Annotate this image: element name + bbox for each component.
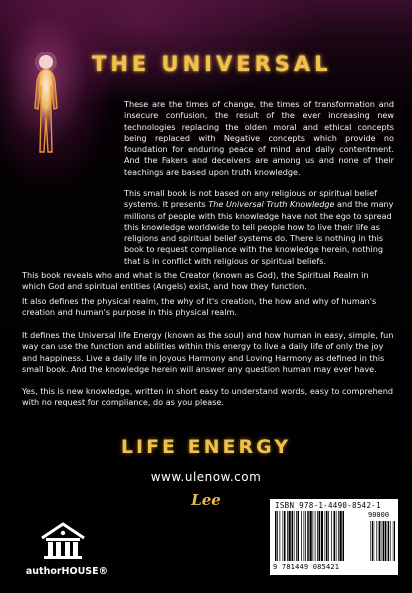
isbn-label: ISBN 978-1-4490-8542-1 — [275, 501, 381, 510]
barcode-addon-bar — [376, 521, 377, 561]
barcode-bar — [317, 511, 318, 561]
barcode-bar — [338, 511, 339, 561]
barcode-bar — [331, 511, 332, 561]
barcode-bar — [321, 511, 323, 561]
cover-subtitle: LIFE ENERGY — [120, 436, 292, 458]
barcode-bar — [294, 511, 295, 561]
barcode-addon-bar — [381, 521, 382, 561]
barcode-bar — [284, 511, 286, 561]
barcode-addon-bar — [390, 521, 391, 561]
barcode-bar — [296, 511, 297, 561]
barcode-addon-bar — [393, 521, 394, 561]
barcode-addon-bar — [374, 521, 375, 561]
barcode-bar — [301, 511, 302, 561]
barcode-bar — [304, 511, 305, 561]
publisher-name: authorHOUSE® — [25, 566, 109, 577]
barcode-bar — [315, 511, 316, 561]
barcode-addon-bar — [383, 521, 385, 561]
blurb-paragraph-5: It defines the Universal life Energy (known as the soul) and how human in easy, simple, fun way can use the function and abilities within this energy to live a daily life of only the joy and happiness. Live a daily life in Joyous Harmony and Loving Harmony as defined in this small book. And the knowledge herein will answer any question human may ever have. — [22, 330, 394, 374]
barcode-bar — [326, 511, 328, 561]
blurb-paragraph-6: Yes, this is new knowledge, written in short easy to understand words, easy to comprehend with no request for compliance, do as you please. — [22, 386, 393, 408]
barcode-bar — [340, 511, 342, 561]
ean-digits: 9 781449 085421 — [273, 563, 340, 571]
barcode-bar — [343, 511, 345, 561]
barcode-addon-bar — [385, 521, 386, 561]
barcode-bar — [325, 511, 326, 561]
barcode-addon-bar — [372, 521, 373, 561]
glowing-human-figure — [30, 52, 62, 164]
authorhouse-logo-icon — [36, 520, 90, 560]
barcode-bar — [319, 511, 321, 561]
barcode-bar — [334, 511, 336, 561]
barcode-bar — [280, 511, 281, 561]
barcode-bar — [277, 511, 278, 561]
blurb-paragraph-1: These are the times of change, the times of transformation and insecure confusion, the result of the ever increasing new technologies replacing the olden moral and ethical concepts being replaced with Negative concepts which provide no foundation for enduring peace of mind and daily contentment. And the Fakers and deceivers are among us and none of their teachings are based upon truth knowledge. — [124, 99, 394, 177]
barcode-bar — [289, 511, 291, 561]
barcode-bar — [283, 511, 284, 561]
author-name: Lee — [191, 491, 221, 509]
barcode-bar — [313, 511, 314, 561]
barcode-bars — [275, 511, 395, 563]
barcode-addon-bar — [387, 521, 388, 561]
price-code: 90000 — [368, 511, 390, 519]
blurb-paragraph-2-text-a: This small book is not based on any religious or spiritual belief systems. It presents — [124, 188, 377, 210]
barcode-addon-bar — [379, 521, 380, 561]
blurb-paragraph-4: It also defines the physical realm, the why of it's creation, the how and why of human's creation and human's purpose in this physical realm. — [22, 296, 377, 318]
blurb-paragraph-3: This book reveals who and what is the Creator (known as God), the Spiritual Realm in which God and spiritual entities (Angels) exist, and how they function. — [22, 270, 369, 292]
barcode-addon-bar — [370, 521, 371, 561]
barcode-addon-bar — [388, 521, 389, 561]
barcode-addon-bar — [378, 521, 379, 561]
barcode-bar — [305, 511, 306, 561]
blurb-paragraph-2-start — [124, 188, 394, 267]
website-link: www.ulenow.com — [150, 470, 262, 484]
barcode-bar — [310, 511, 312, 561]
barcode-bar — [287, 511, 288, 561]
barcode-bar — [336, 511, 337, 561]
cover-title: THE UNIVERSAL — [92, 52, 332, 76]
barcode-bar — [298, 511, 300, 561]
barcode-bar — [328, 511, 329, 561]
barcode-bar — [307, 511, 309, 561]
barcode-bar — [292, 511, 294, 561]
blurb-paragraph-2-italic: The Universal Truth Knowledge — [208, 199, 335, 210]
blurb-paragraph-2-text-b: and the many millions of people with this knowledge have not the ego to spread this knowledge worldwide to tell people how to live their life as religions and spiritual belief systems do. There is nothing in this book to request compliance with the knowledge herein, nothing that is in conflict with religious or spiritual beliefs. — [124, 199, 394, 266]
barcode-addon-bar — [394, 521, 395, 561]
barcode-bar — [275, 511, 277, 561]
